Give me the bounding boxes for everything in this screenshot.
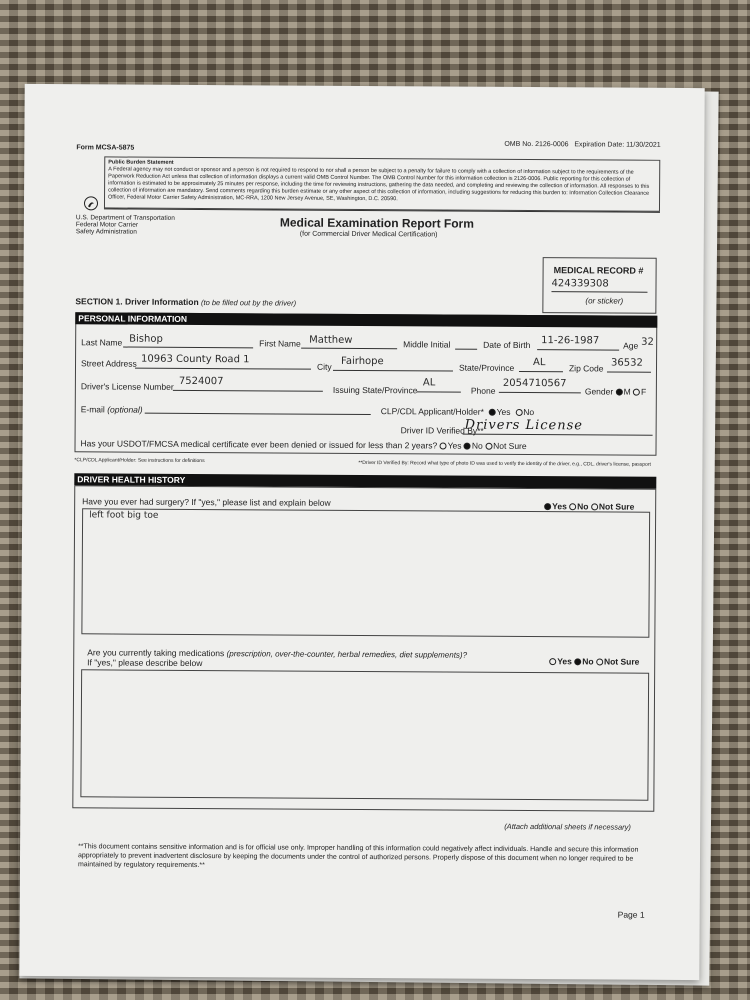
gender-group xyxy=(585,386,646,396)
burden-text: A Federal agency may not conduct or sponsor and a person is not required to respond to nor shall a person be subject to a penalty for failure to comply with a collection of information subject to the requirements of the Paperwork Reduction Act unless that collection of information displays a current valid OMB Control Number. The OMB Control Number for this information collection is 2126-0006. Public reporting for this collection of information is estimated to be approximately 25 minutes per response, including the time for reviewing instructions, gathering the data needed, and completing and reviewing the collection of information. All responses to this collection of information are mandatory. Send comments regarding this burden estimate or any other aspect of this collection of information, including suggestions for reducing this burden to: Information Collection Clearance Officer, Federal Motor Carrier Safety Administration, MC-RRA, 1200 New Jersey Avenue, SE, Washington, D.C. 20590. xyxy=(108,166,650,203)
city-field[interactable]: Fairhope xyxy=(341,355,384,368)
middle-initial-label: Middle Initial xyxy=(403,339,451,350)
medications-no-radio[interactable] xyxy=(574,658,581,665)
footnote-clp: *CLP/CDL Applicant/Holder: See instructions for definitions xyxy=(74,457,205,465)
medical-record-number[interactable]: 424339308 xyxy=(551,278,609,290)
omb-number: OMB No. 2126-0006 xyxy=(504,140,569,149)
verified-field[interactable]: Drivers License xyxy=(464,417,584,434)
personal-info-header: PERSONAL INFORMATION xyxy=(75,312,657,328)
medications-describe: If "yes," please describe below xyxy=(87,657,203,669)
email-optional: (optional) xyxy=(107,404,143,415)
denied-not-sure-label: Not Sure xyxy=(493,440,527,452)
footnote-id: **Driver ID Verified By: Record what type of photo ID was used to verify the identity of the driver, e.g., CDL, driver's license, passport xyxy=(358,459,651,468)
form-title: Medical Examination Report Form xyxy=(279,215,474,231)
gender-m-radio[interactable] xyxy=(616,389,623,396)
dob-label: Date of Birth xyxy=(483,339,531,351)
medical-record-box xyxy=(542,257,656,314)
gender-m-label: M xyxy=(623,386,631,397)
medications-no-label: No xyxy=(582,656,594,667)
denied-yes-label: Yes xyxy=(447,440,462,451)
license-field[interactable]: 7524007 xyxy=(178,375,224,388)
medications-not-sure-radio[interactable] xyxy=(596,658,603,665)
street-label: Street Address xyxy=(80,358,137,369)
clp-label: CLP/CDL Applicant/Holder* xyxy=(380,406,484,417)
section-1-label xyxy=(75,296,296,307)
street-field[interactable]: 10963 County Road 1 xyxy=(141,353,250,366)
medical-record-label: MEDICAL RECORD # xyxy=(553,265,644,276)
clp-yes-label: Yes xyxy=(496,406,511,417)
phone-label: Phone xyxy=(470,385,496,396)
zip-field[interactable]: 36532 xyxy=(611,357,643,369)
burden-title: Public Burden Statement xyxy=(108,159,174,166)
surgery-not-sure-label: Not Sure xyxy=(598,501,635,512)
clp-no-label: No xyxy=(523,406,535,418)
expiration-date: Expiration Date: 11/30/2021 xyxy=(574,141,661,149)
state-label: State/Province xyxy=(458,362,515,373)
last-name-label: Last Name xyxy=(81,337,123,348)
medications-answer-box[interactable] xyxy=(80,669,649,800)
agency-line-1: U.S. Department of Transportation xyxy=(75,214,175,222)
surgery-yes-radio[interactable] xyxy=(544,503,551,510)
burden-box xyxy=(104,156,660,211)
page-number: Page 1 xyxy=(617,909,645,920)
first-name-field[interactable]: Matthew xyxy=(309,334,353,346)
clp-yes-radio[interactable] xyxy=(489,409,496,416)
license-label: Driver's License Number xyxy=(80,381,174,392)
age-label: Age xyxy=(623,340,639,351)
email-label: E-mail xyxy=(80,404,105,415)
denied-no-radio[interactable] xyxy=(464,443,471,450)
surgery-answer: left foot big toe xyxy=(89,510,159,521)
denied-yes-radio[interactable] xyxy=(440,442,447,449)
gender-f-label: F xyxy=(641,386,647,397)
gender-label: Gender xyxy=(584,386,614,397)
sticker-note: (or sticker) xyxy=(585,296,624,306)
agency-line-3: Safety Administration xyxy=(75,228,137,236)
form-page xyxy=(19,84,704,980)
first-name-label: First Name xyxy=(259,338,301,349)
clp-group xyxy=(381,406,534,417)
surgery-yes-label: Yes xyxy=(552,501,567,512)
medications-not-sure-label: Not Sure xyxy=(603,656,640,667)
city-label: City xyxy=(316,361,332,372)
medications-note: (prescription, over-the-counter, herbal remedies, diet supplements)? xyxy=(226,649,468,660)
surgery-no-radio[interactable] xyxy=(569,503,576,510)
surgery-no-label: No xyxy=(577,501,589,512)
surgery-question: Have you ever had surgery? If "yes," please list and explain below xyxy=(82,496,331,508)
clp-no-radio[interactable] xyxy=(515,409,522,416)
medications-yes-label: Yes xyxy=(557,656,572,667)
zip-label: Zip Code xyxy=(568,363,604,374)
form-id: Form MCSA-5875 xyxy=(76,144,135,152)
phone-field[interactable]: 2054710567 xyxy=(502,377,567,390)
last-name-field[interactable]: Bishop xyxy=(129,333,163,345)
gender-f-radio[interactable] xyxy=(633,389,640,396)
medications-yes-radio[interactable] xyxy=(549,658,556,665)
section-1-note: (to be filled out by the driver) xyxy=(201,298,297,308)
health-history-header: DRIVER HEALTH HISTORY xyxy=(74,473,656,489)
issuing-state-label: Issuing State/Province xyxy=(332,384,418,396)
dot-logo-icon xyxy=(84,196,98,210)
attach-note: (Attach additional sheets if necessary) xyxy=(504,821,631,832)
form-subtitle: (for Commercial Driver Medical Certification) xyxy=(299,230,438,239)
denied-no-label: No xyxy=(471,440,483,451)
verified-label: Driver ID Verified By** xyxy=(400,425,484,436)
surgery-options xyxy=(544,501,634,512)
sensitive-notice: **This document contains sensitive information and is for official use only. Improper handling of this information could negatively affect individuals. Handle and secure this information appropriately to prevent inadvertent disclosure by keeping the documents under the control of authorized persons. Properly dispose of this document when no longer required to be maintained by regulatory requirements.** xyxy=(77,843,639,870)
medications-options xyxy=(549,656,639,667)
denied-not-sure-radio[interactable] xyxy=(485,443,492,450)
denied-question: Has your USDOT/FMCSA medical certificate ever been denied or issued for less than 2 years? xyxy=(80,438,438,451)
issuing-state-field[interactable]: AL xyxy=(422,377,436,389)
dob-field[interactable]: 11-26-1987 xyxy=(541,335,600,347)
email-label-group xyxy=(81,404,143,414)
surgery-not-sure-radio[interactable] xyxy=(591,503,598,510)
state-field[interactable]: AL xyxy=(533,357,546,369)
section-1-title: SECTION 1. Driver Information xyxy=(75,296,199,307)
agency-block xyxy=(76,214,175,236)
surgery-answer-box[interactable] xyxy=(81,508,650,637)
agency-line-2: Federal Motor Carrier xyxy=(75,221,139,229)
age-field[interactable]: 32 xyxy=(641,336,654,348)
medications-question: Are you currently taking medications xyxy=(87,647,225,659)
